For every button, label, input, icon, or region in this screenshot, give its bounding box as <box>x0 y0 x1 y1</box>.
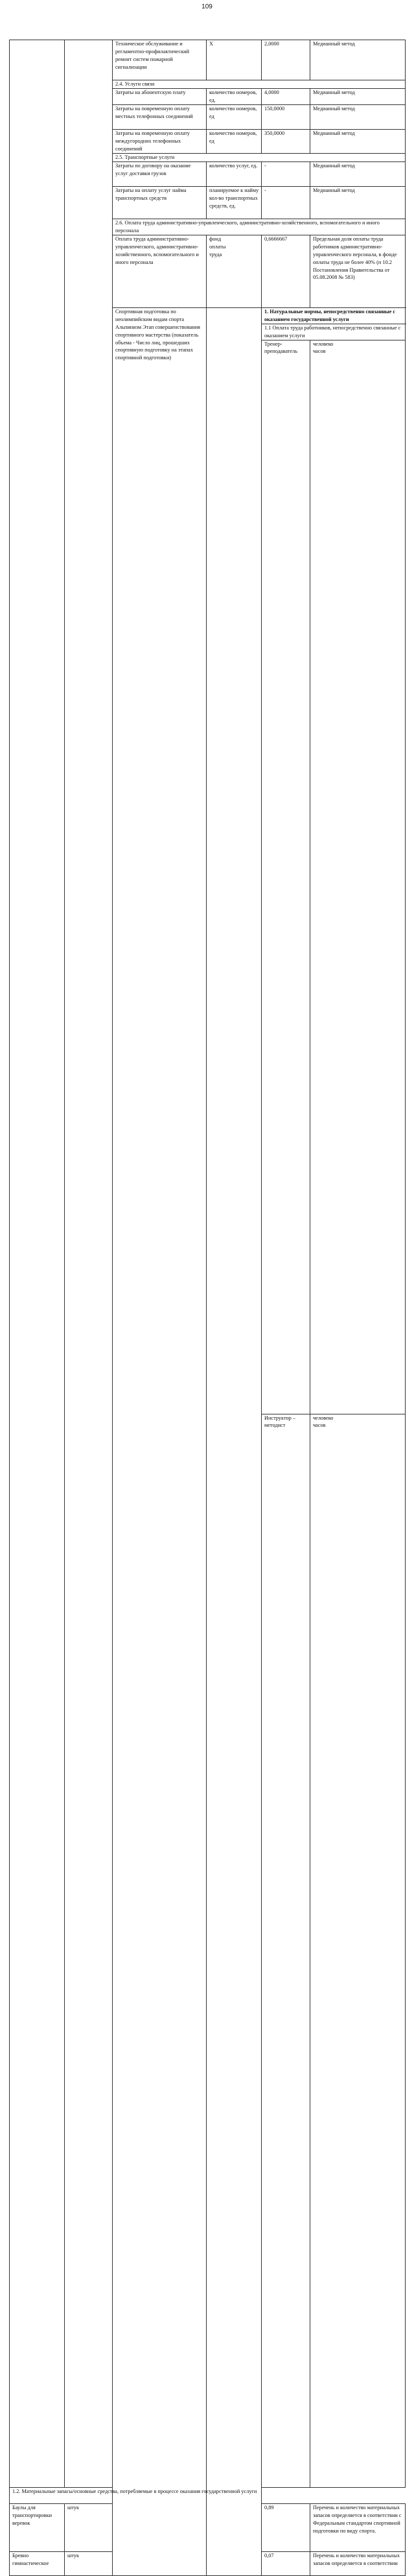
unit-cell: планируемое к найму кол-во транспортных средств, ед. <box>207 186 262 219</box>
section-heading: 2.6. Оплата труда административно-управленческого, административно-хозяйственного, вспомогательного и иного персонала <box>113 219 406 235</box>
blank-cell <box>207 307 262 2576</box>
unit-cell: X <box>207 40 262 80</box>
method-cell: Медианный метод <box>310 105 406 130</box>
value-cell: - <box>262 161 310 186</box>
cost-name: Затраты на абонентскую плату <box>113 89 207 105</box>
page-number: 109 <box>201 3 213 10</box>
section-heading: 2.4. Услуги связи <box>113 80 406 89</box>
unit-cell: штук <box>65 2504 113 2552</box>
section-row <box>10 2488 406 2504</box>
section-heading: 1.1 Оплата труда работников, непосредственно связанные с оказанием услуги <box>262 324 406 340</box>
unit-cell: человеко часов <box>310 340 406 1414</box>
value-cell: 2,0000 <box>262 40 310 80</box>
service-label: Спортивная подготовка по неолимпийским видам спорта Альпинизм Этап совершенствования спортивного мастерства (показатель объема - Число лиц, прошедших спортивную подготовку на этапах спортивной подготовки) <box>113 307 207 2576</box>
unit-cell: количество номеров, ед <box>207 105 262 130</box>
cost-name: Инструктор – методист <box>262 1414 310 2488</box>
cost-name: Бревно гимнастическое <box>10 2552 65 2576</box>
value-cell: 350,0000 <box>262 130 310 154</box>
method-cell: Медианный метод <box>310 186 406 219</box>
cost-name: Баулы для транспортировки веревок <box>10 2504 65 2552</box>
cost-name: Тренер-преподаватель <box>262 340 310 1414</box>
cost-name: Затраты по договору на оказание услуг доставки грузов <box>113 161 207 186</box>
value-cell: 0,07 <box>262 2552 310 2576</box>
cost-name: Затраты на оплату услуг найма транспортных средств <box>113 186 207 219</box>
unit-cell: количество номеров, ед <box>207 130 262 154</box>
value-cell: 150,0000 <box>262 105 310 130</box>
unit-cell: штук <box>65 2552 113 2576</box>
unit-cell: количество услуг, ед. <box>207 161 262 186</box>
value-cell: 4,0000 <box>262 89 310 105</box>
method-cell: Медианный метод <box>310 161 406 186</box>
method-cell: Медианный метод <box>310 40 406 80</box>
value-cell: - <box>262 186 310 219</box>
unit-cell: количество номеров, ед. <box>207 89 262 105</box>
unit-cell: фонд оплаты труда <box>207 235 262 307</box>
norms-table <box>9 40 406 2576</box>
section-heading: 2.5. Транспортные услуги <box>113 154 406 162</box>
cost-name: Затраты на повременную оплату междугородних телефонных соединений <box>113 130 207 154</box>
blank-cell <box>65 40 113 2488</box>
value-cell: 0,89 <box>262 2504 310 2552</box>
value-cell: 0,6666667 <box>262 235 310 307</box>
blank-cell <box>10 40 65 2488</box>
unit-cell: человеко часов <box>310 1414 406 2488</box>
cost-name: Оплата труда административно-управленческого, административно-хозяйственного, вспомогательного и иного персонала <box>113 235 207 307</box>
table-row <box>10 40 406 80</box>
section-heading: 1.2. Материальные запасы/основные средства, потребляемые в процессе оказания государственной услуги <box>10 2488 262 2504</box>
method-cell: Предельная доля оплаты труда работников административно-управленческого персонала, в фонде оплаты труда не более 40% (п 10.2 Постановления Правительства от 05.08.2008 № 583) <box>310 235 406 307</box>
method-cell: Перечень и количество материальных запасов определяется в соответствии <box>310 2552 406 2576</box>
cost-name: Затраты на повременную оплату местных телефонных соединений <box>113 105 207 130</box>
section-heading: 1. Натуральные нормы, непосредственно связанные с оказанием государственной услуги <box>262 307 406 324</box>
cost-name: Техническое обслуживание и регламентно-профилактический ремонт систем пожарной сигнализации <box>113 40 207 80</box>
method-cell: Медианный метод <box>310 89 406 105</box>
method-cell: Перечень и количество материальных запасов определяется в соответствии с Федеральным стандартом спортивной подготовки по виду спорта. <box>310 2504 406 2552</box>
method-cell: Медианный метод <box>310 130 406 154</box>
